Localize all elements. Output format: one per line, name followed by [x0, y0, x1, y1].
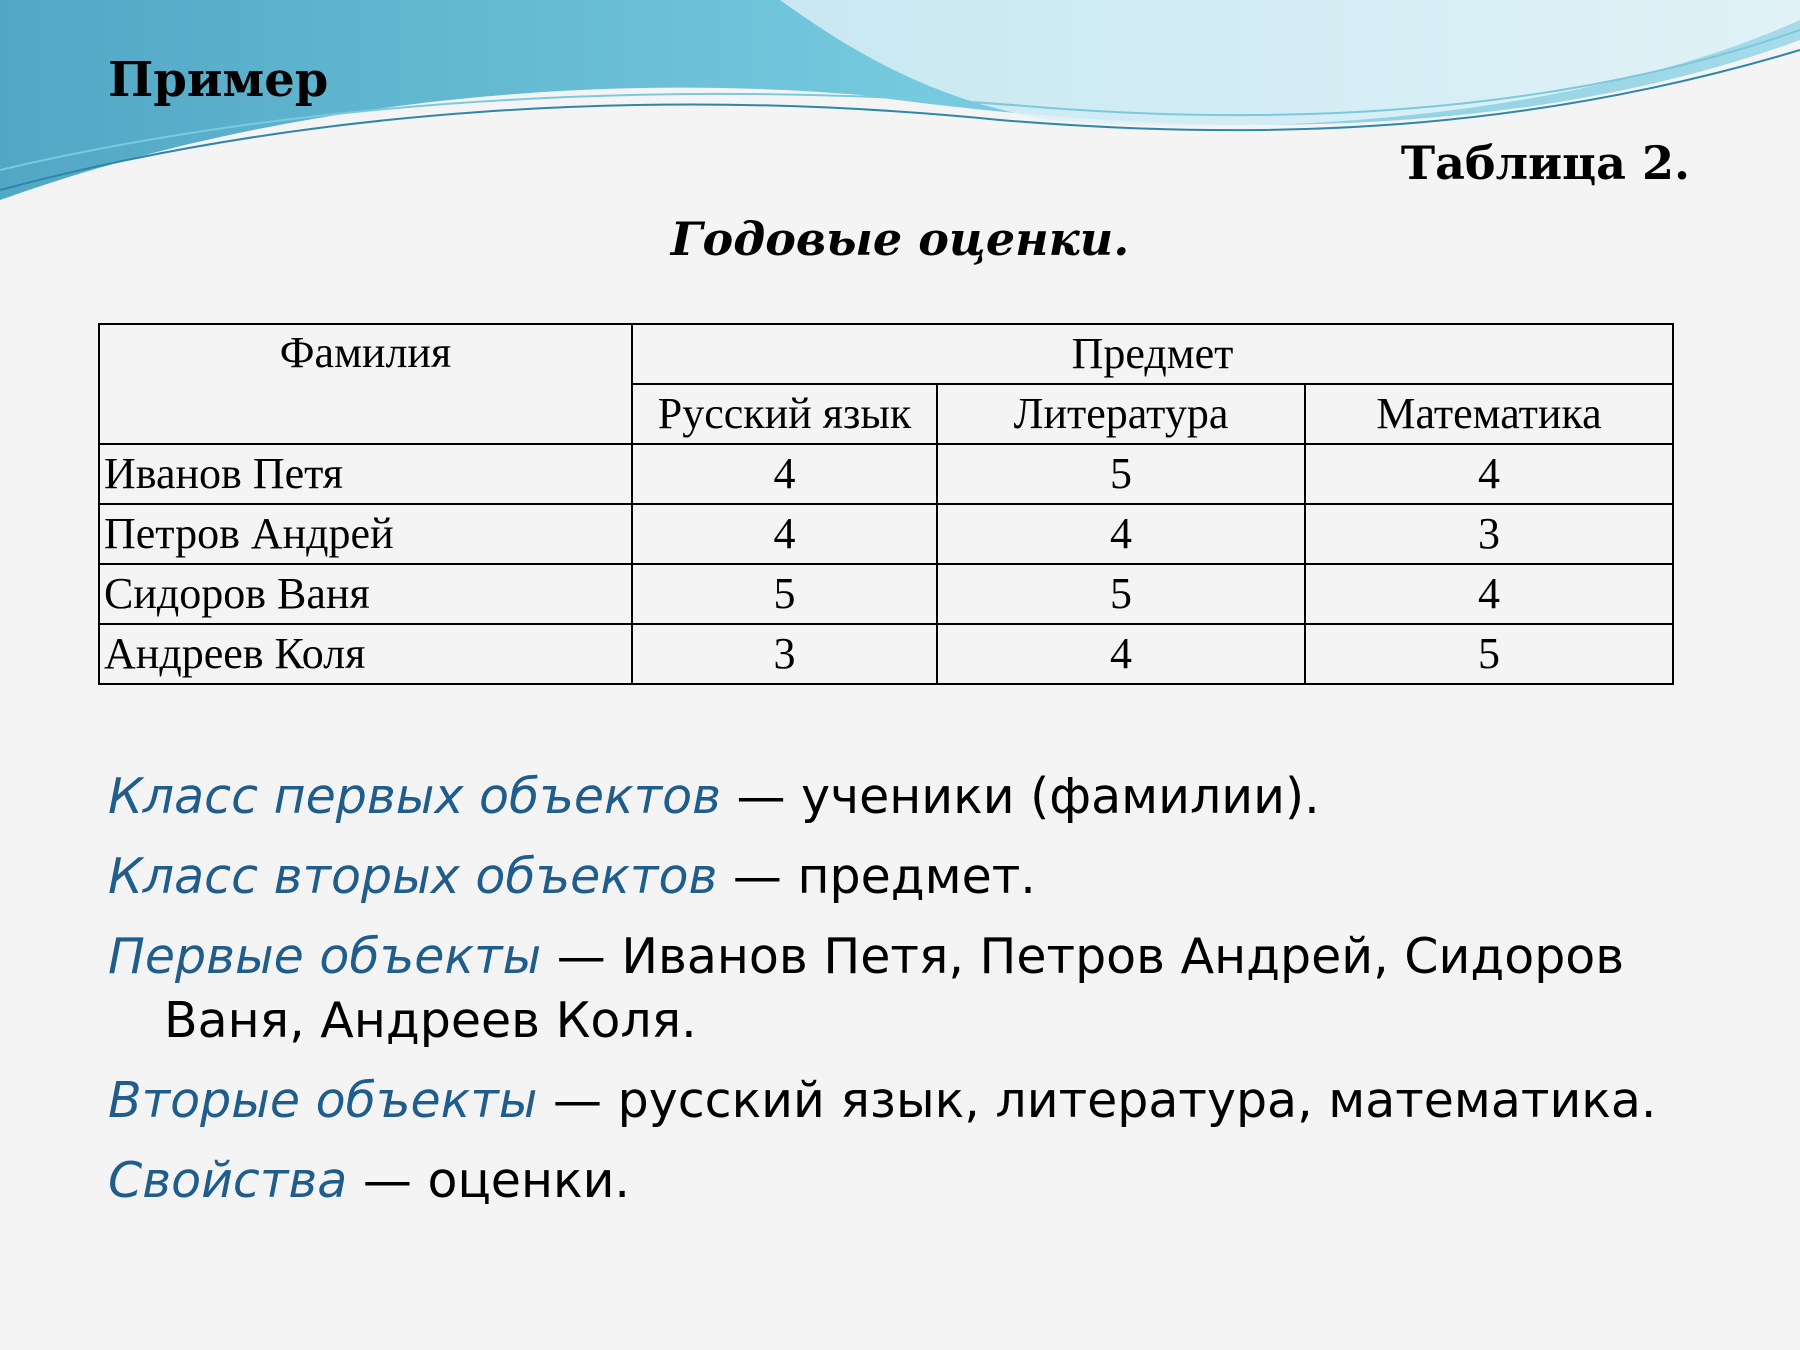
note-term: Класс вторых объектов — [108, 848, 718, 905]
student-name: Сидоров Ваня — [99, 564, 632, 624]
header-subject-group: Предмет — [632, 324, 1673, 384]
grade-cell: 4 — [632, 444, 937, 504]
table-row — [99, 564, 1673, 624]
header-literature: Литература — [937, 384, 1305, 444]
grade-cell: 5 — [1305, 624, 1673, 684]
header-surname: Фамилия — [99, 324, 632, 444]
note-properties — [108, 1149, 1708, 1213]
grade-cell: 4 — [1305, 564, 1673, 624]
grade-cell: 5 — [937, 564, 1305, 624]
table-row — [99, 504, 1673, 564]
note-text: — оценки. — [347, 1152, 630, 1209]
table-number: Таблица 2. — [1400, 136, 1690, 190]
note-text: — русский язык, литература, математика. — [537, 1072, 1657, 1129]
note-term: Класс первых объектов — [108, 768, 721, 825]
note-term: Вторые объекты — [108, 1072, 538, 1129]
table-row — [99, 624, 1673, 684]
grade-cell: 3 — [632, 624, 937, 684]
grade-cell: 5 — [632, 564, 937, 624]
grade-cell: 4 — [937, 624, 1305, 684]
note-text: — Иванов Петя, Петров Андрей, Сидоров Ваня, Андреев Коля. — [164, 928, 1625, 1049]
notes-list — [108, 765, 1708, 1229]
slide-title: Пример — [108, 52, 329, 108]
grade-cell: 4 — [1305, 444, 1673, 504]
note-second-class — [108, 845, 1708, 909]
note-first-objects — [108, 925, 1708, 1053]
grade-cell: 5 — [937, 444, 1305, 504]
note-text: — ученики (фамилии). — [720, 768, 1320, 825]
table-row — [99, 444, 1673, 504]
header-russian: Русский язык — [632, 384, 937, 444]
note-text: — предмет. — [717, 848, 1036, 905]
grade-cell: 3 — [1305, 504, 1673, 564]
note-term: Свойства — [108, 1152, 348, 1209]
decorative-wave-banner — [0, 0, 1800, 240]
note-second-objects — [108, 1069, 1708, 1133]
student-name: Иванов Петя — [99, 444, 632, 504]
header-math: Математика — [1305, 384, 1673, 444]
note-first-class — [108, 765, 1708, 829]
table-caption: Годовые оценки. — [670, 212, 1130, 266]
student-name: Петров Андрей — [99, 504, 632, 564]
grade-cell: 4 — [937, 504, 1305, 564]
grade-cell: 4 — [632, 504, 937, 564]
student-name: Андреев Коля — [99, 624, 632, 684]
table-header-row — [99, 324, 1673, 384]
grades-table — [98, 323, 1674, 685]
note-term: Первые объекты — [108, 928, 542, 985]
